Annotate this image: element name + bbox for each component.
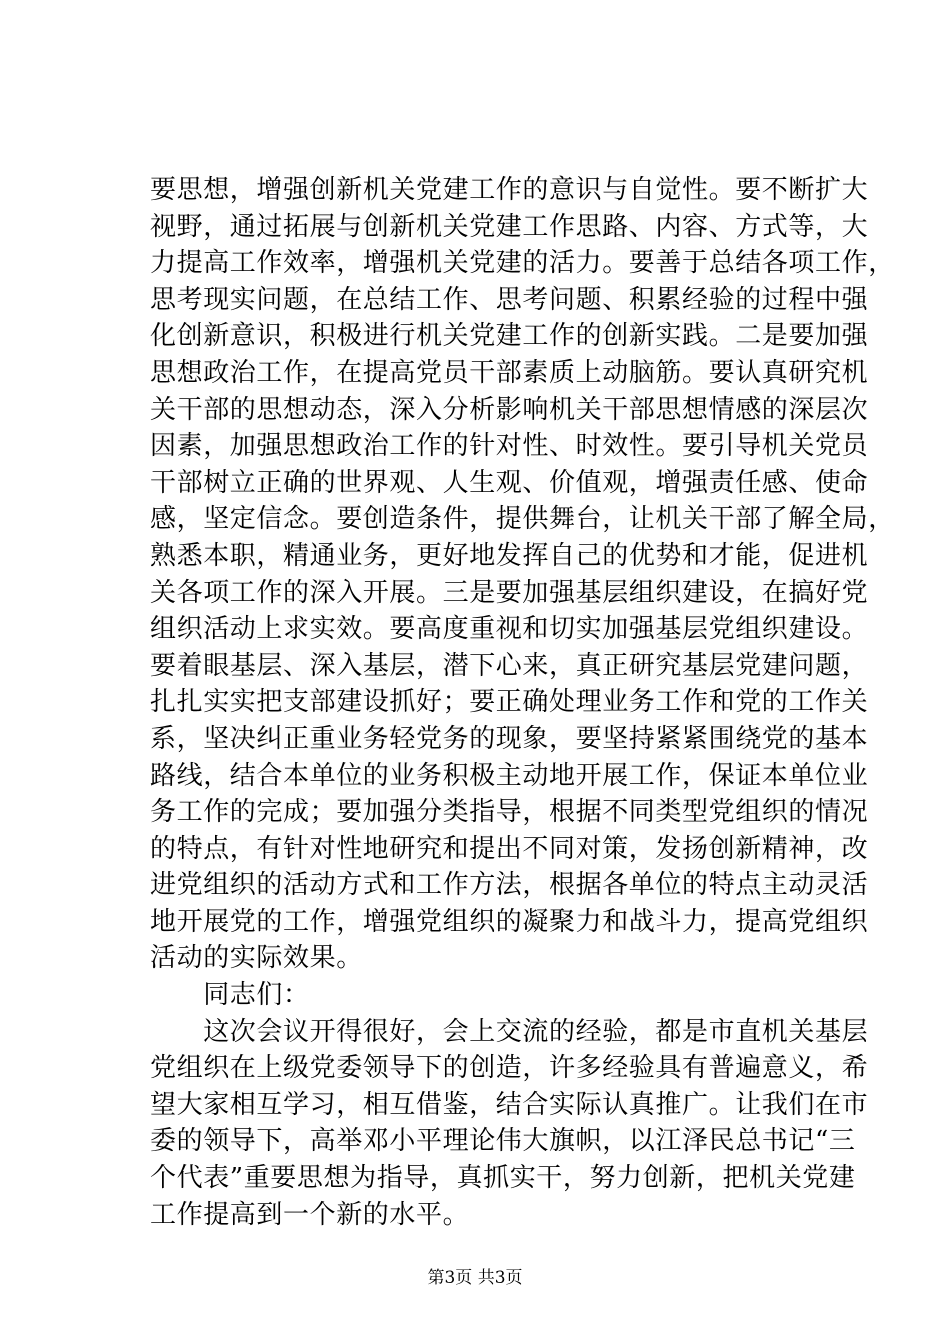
body-text (150, 172, 895, 1233)
text-line: 视野，通过拓展与创新机关党建工作思路、内容、方式等，大 (150, 211, 869, 242)
text-line: 地开展党的工作，增强党组织的凝聚力和战斗力，提高党组织 (150, 906, 869, 937)
text-line: 力提高工作效率，增强机关党建的活力。要善于总结各项工作， (150, 248, 895, 279)
text-line: 思想政治工作，在提高党员干部素质上动脑筋。要认真研究机 (150, 357, 869, 388)
text-line: 熟悉本职，精通业务，更好地发挥自己的优势和才能，促进机 (150, 540, 869, 571)
text-line: 工作提高到一个新的水平。 (150, 1199, 470, 1230)
text-line: 的特点，有针对性地研究和提出不同对策，发扬创新精神，改 (150, 833, 869, 864)
text-line: 系，坚决纠正重业务轻党务的现象，要坚持紧紧围绕党的基本 (150, 723, 869, 754)
text-line: 组织活动上求实效。要高度重视和切实加强基层党组织建设。 (150, 614, 869, 645)
text-line: 活动的实际效果。 (150, 943, 363, 974)
text-line: 要着眼基层、深入基层，潜下心来，真正研究基层党建问题， (150, 650, 869, 681)
text-line: 路线，结合本单位的业务积极主动地开展工作，保证本单位业 (150, 760, 869, 791)
page-number-footer: 第3页 共3页 (427, 1268, 523, 1288)
text-line: 因素，加强思想政治工作的针对性、时效性。要引导机关党员 (150, 431, 869, 462)
text-line: 感，坚定信念。要创造条件，提供舞台，让机关干部了解全局， (150, 504, 895, 535)
text-line: 扎扎实实把支部建设抓好；要正确处理业务工作和党的工作关 (150, 687, 869, 718)
text-line: 望大家相互学习，相互借鉴，结合实际认真推广。让我们在市 (150, 1089, 869, 1120)
text-line: 个代表”重要思想为指导，真抓实干，努力创新，把机关党建 (150, 1163, 856, 1194)
text-line: 进党组织的活动方式和工作方法，根据各单位的特点主动灵活 (150, 870, 869, 901)
text-line: 关干部的思想动态，深入分析影响机关干部思想情感的深层次 (150, 394, 869, 425)
text-line: 要思想，增强创新机关党建工作的意识与自觉性。要不断扩大 (150, 175, 869, 205)
text-line: 关各项工作的深入开展。三是要加强基层组织建设，在搞好党 (150, 577, 869, 608)
text-line: 化创新意识，积极进行机关党建工作的创新实践。二是要加强 (150, 321, 869, 352)
text-line: 党组织在上级党委领导下的创造，许多经验具有普遍意义，希 (150, 1053, 869, 1084)
text-line: 思考现实问题，在总结工作、思考问题、积累经验的过程中强 (150, 284, 869, 315)
text-line: 委的领导下，高举邓小平理论伟大旗帜，以江泽民总书记“三 (150, 1126, 856, 1157)
salutation-line: 同志们： (150, 980, 310, 1011)
text-line: 务工作的完成；要加强分类指导，根据不同类型党组织的情况 (150, 797, 869, 828)
text-line: 这次会议开得很好，会上交流的经验，都是市直机关基层 (150, 1016, 869, 1047)
text-line: 干部树立正确的世界观、人生观、价值观，增强责任感、使命 (150, 467, 869, 498)
